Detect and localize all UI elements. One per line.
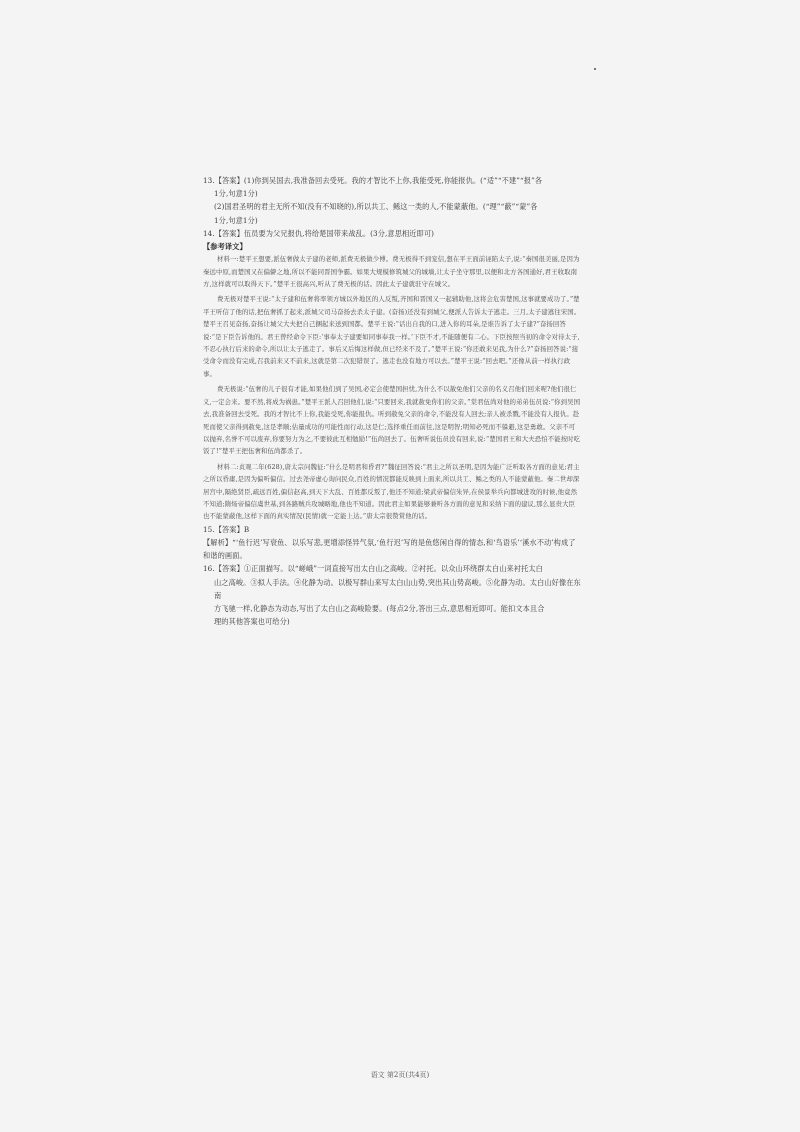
reference-translation-title: 【参考译文】 xyxy=(203,242,247,252)
q13-answer-line1: 13.【答案】(1)你到吴国去,我准备回去受死。我的才智比不上你,我能受死,你能报仇。(“适”“不建”“报”各 xyxy=(203,176,543,185)
page-footer: 语文 第2页(共4页) xyxy=(370,1071,430,1079)
q13-answer-line2b: 1分,句意1分) xyxy=(214,215,258,225)
q15-analysis: 【解析】“‘鱼行迟’写衰鱼、以乐写悲,更增添怪异气氛,‘鱼行迟’写的是鱼悠闲自得的情态,和‘鸟语乐’‘溪水不动’构成了和谐的画面。 xyxy=(203,537,576,561)
translation-paragraph-3: 费无极说:“伍奢的儿子很有才能,如果他们到了吴国,必定会使楚国担忧,为什么不以赦免他们父亲的名义召他们回来呢?他们很仁义,一定会来。要不然,将成为祸患。”楚平王派人召回他们,说:“只要回来,我就赦免你们的父亲。”棠君伍尚对他的弟弟伍员说:“你到吴国去,我准备回去受死。我的才智比不上你,我能受死,你能报仇。听到赦免父亲的命令,不能没有人回去;亲人被杀戮,不能没有人报仇。赴死而使父亲得到赦免,这是孝顺;估量成功的可能性而行动,这是仁;选择重任而前往,这是明智;明知必死而不躲避,这是勇敢。父亲不可以抛弃,名誉不可以废弃,你要努力为之,不要彼此互相勉励!”伍尚回去了。伍奢听说伍员没有回来,说:“楚国君王和大夫恐怕不能按时吃饭了!”楚平王把伍奢和伍尚都杀了。 xyxy=(203,385,581,456)
q13-answer-line1b: 1分,句意1分) xyxy=(214,189,258,199)
q16-answer-line3: 方飞驰一样,化静态为动态,写出了太白山之高峻险要。(每点2分,答出三点,意思相近即可。能扣文本且合 xyxy=(214,603,545,613)
answer-content xyxy=(203,174,581,628)
q16-answer-line4: 理的其他答案也可给分) xyxy=(214,617,290,627)
q15-answer: 15.【答案】B xyxy=(203,524,250,534)
translation-paragraph-2: 费无极对楚平王说:“太子建和伍奢将率领方城以外地区的人反叛,齐国和晋国又一起辅助他,这将会危害楚国,这事就要成功了。”楚平王听信了他的话,把伍奢抓了起来,派城父司马奋扬去杀太子建。(奋扬)还没有到城父,便派人告诉太子逃走。三月,太子建逃往宋国。楚平王召见奋扬,奋扬让城父大夫把自己捆起来送到国都。楚平王说:“话出自我的口,进入你的耳朵,是谁告诉了太子建?”奋扬回答说:“是下臣告诉他的。君王曾经命令下臣:‘事奉太子建要如同事奉我一样。’下臣不才,不能随便有二心。下臣按照当初的命令对待太子,不忍心执行后来的命令,所以让太子逃走了。事后又后悔这样做,但已经来不及了。”楚平王说:“你还敢来见我,为什么?”奋扬回答说:“接受命令而没有完成,召我前来又不前来,这就是第二次犯错误了。逃走也没有地方可以去。”楚平王说:“回去吧。”还像从前一样执行政事。 xyxy=(203,295,581,378)
translation-paragraph-4: 材料二:贞观二年(628),唐太宗问魏征:“什么是明君和昏君?”魏征回答说:“君主之所以圣明,是因为能广泛听取各方面的意见;君主之所以昏庸,是因为偏听偏信。过去尧帝虚心询问民众,百姓的情况都能反映到上面来,所以共工、鲧之类的人不能蒙蔽他。秦二世却深居宫中,隔绝贤臣,疏远百姓,偏信赵高,到天下大乱、百姓都反叛了,他还不知道;梁武帝偏信朱异,在侯景举兵向都城进攻的时候,他竟然不知道;隋炀帝偏信虞世基,到各路贼兵攻城略地,他也不知道。因此君主如果能够兼听各方面的意见和采纳下面的建议,那么显贵大臣也不能蒙蔽他,这样下面的真实情况(民情)就一定能上达。”唐太宗很赞赏他的话。 xyxy=(203,462,580,521)
q16-answer-line2: 山之高峻。③拟人手法。④化静为动。以极写群山来写太白山山势,突出其山势高峻。⑤化静为动。太白山好像在东南 xyxy=(214,577,581,600)
q13-answer-line2: (2)国君圣明的君主无所不知(没有不知晓的),所以共工、鲧这一类的人,不能蒙蔽他。(“理”“蔽”“蒙”各 xyxy=(214,202,538,212)
q16-answer-line1: 16.【答案】①正面描写。以“嵯峨”一词直接写出太白山之高峻。②衬托。以众山环绕群太白山来衬托太白 xyxy=(203,564,543,574)
q14-answer: 14.【答案】伍员要为父兄报仇,将给楚国带来战乱。(3分,意思相近即可) xyxy=(203,228,435,238)
translation-paragraph-1: 材料一:楚平王想要,派伍奢做太子建的老师,派费无极做少傅。费无极得不到宠信,想在平王面前诬陷太子,说:“秦国很美丽,是因为秦远中原,而楚国又在偏僻之地,所以不能同晋国争霸。如果大规模修筑城父的城墙,让太子坐守那里,以便和北方各国通好,君王收取南方,这样就可以取得天下。”楚平王很高兴,听从了费无极的话。因此太子建就驻守在城父。 xyxy=(203,255,580,289)
scan-speck xyxy=(594,68,596,70)
